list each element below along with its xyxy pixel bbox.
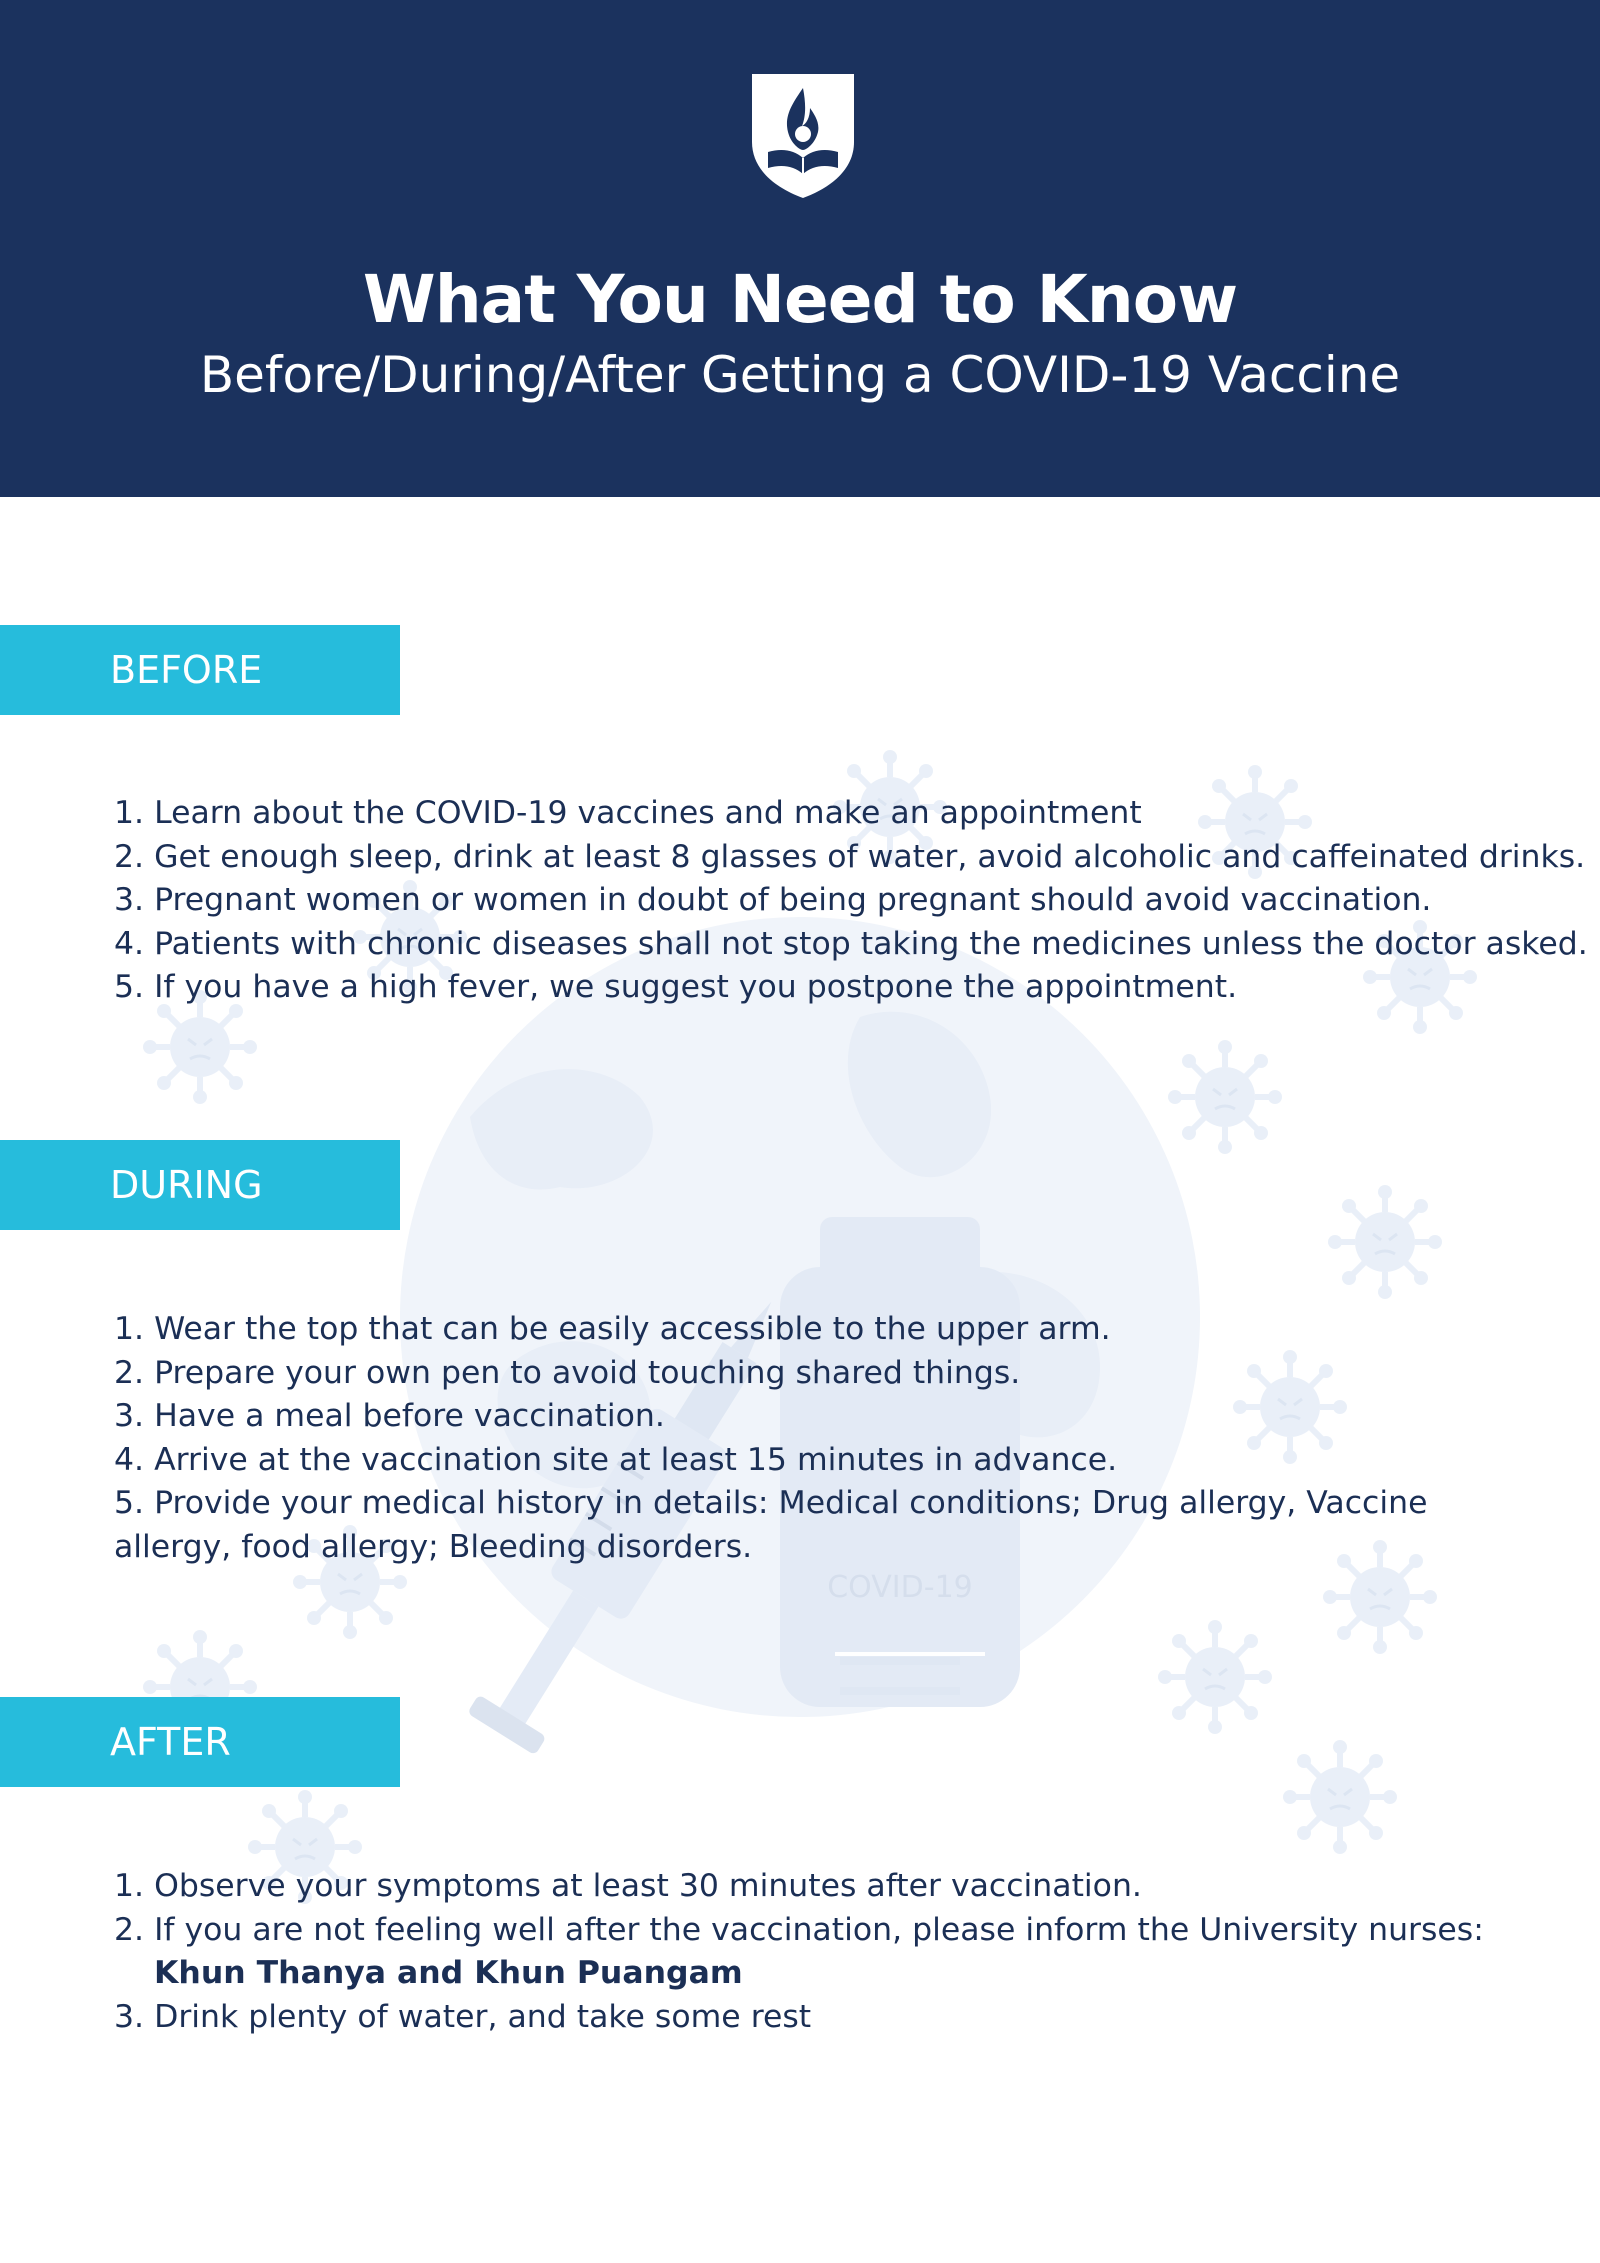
section-tab-during: DURING <box>0 1140 400 1230</box>
section-tab-before: BEFORE <box>0 625 400 715</box>
before-list <box>114 792 1588 1010</box>
after-item-2 <box>114 1909 1554 1996</box>
after-item-2-text: 2. If you are not feeling well after the vaccination, please inform the University nurses: <box>114 1911 1484 1948</box>
before-item-3: 3. Pregnant women or women in doubt of being pregnant should avoid vaccination. <box>114 882 1432 918</box>
nurses-names: Khun Thanya and Khun Puangam <box>154 1955 743 1991</box>
during-item-4: 4. Arrive at the vaccination site at least 15 minutes in advance. <box>114 1441 1118 1478</box>
before-item-4: 4. Patients with chronic diseases shall not stop taking the medicines unless the doctor asked. <box>114 925 1588 962</box>
before-item-1: 1. Learn about the COVID-19 vaccines and make an appointment <box>114 795 1142 831</box>
after-list <box>114 1865 1554 2039</box>
header-banner <box>0 0 1600 497</box>
after-item-1: 1. Observe your symptoms at least 30 minutes after vaccination. <box>114 1868 1142 1904</box>
after-item-3: 3. Drink plenty of water, and take some rest <box>114 1998 812 2035</box>
before-item-5: 5. If you have a high fever, we suggest you postpone the appointment. <box>114 969 1238 1005</box>
during-list <box>114 1308 1554 1569</box>
university-logo-icon <box>748 70 858 200</box>
during-item-2: 2. Prepare your own pen to avoid touching shared things. <box>114 1354 1021 1391</box>
during-item-5: 5. Provide your medical history in details: Medical conditions; Drug allergy, Vaccine allergy, food allergy; Bleeding disorders. <box>114 1485 1428 1565</box>
during-item-1: 1. Wear the top that can be easily accessible to the upper arm. <box>114 1311 1111 1347</box>
page-subtitle: Before/During/After Getting a COVID-19 Vaccine <box>199 346 1401 404</box>
section-tab-after: AFTER <box>0 1697 400 1787</box>
page-title: What You Need to Know <box>362 261 1238 338</box>
vial-label: COVID-19 <box>827 1570 973 1605</box>
before-item-2: 2. Get enough sleep, drink at least 8 glasses of water, avoid alcoholic and caffeinated drinks. <box>114 838 1586 875</box>
during-item-3: 3. Have a meal before vaccination. <box>114 1398 665 1434</box>
